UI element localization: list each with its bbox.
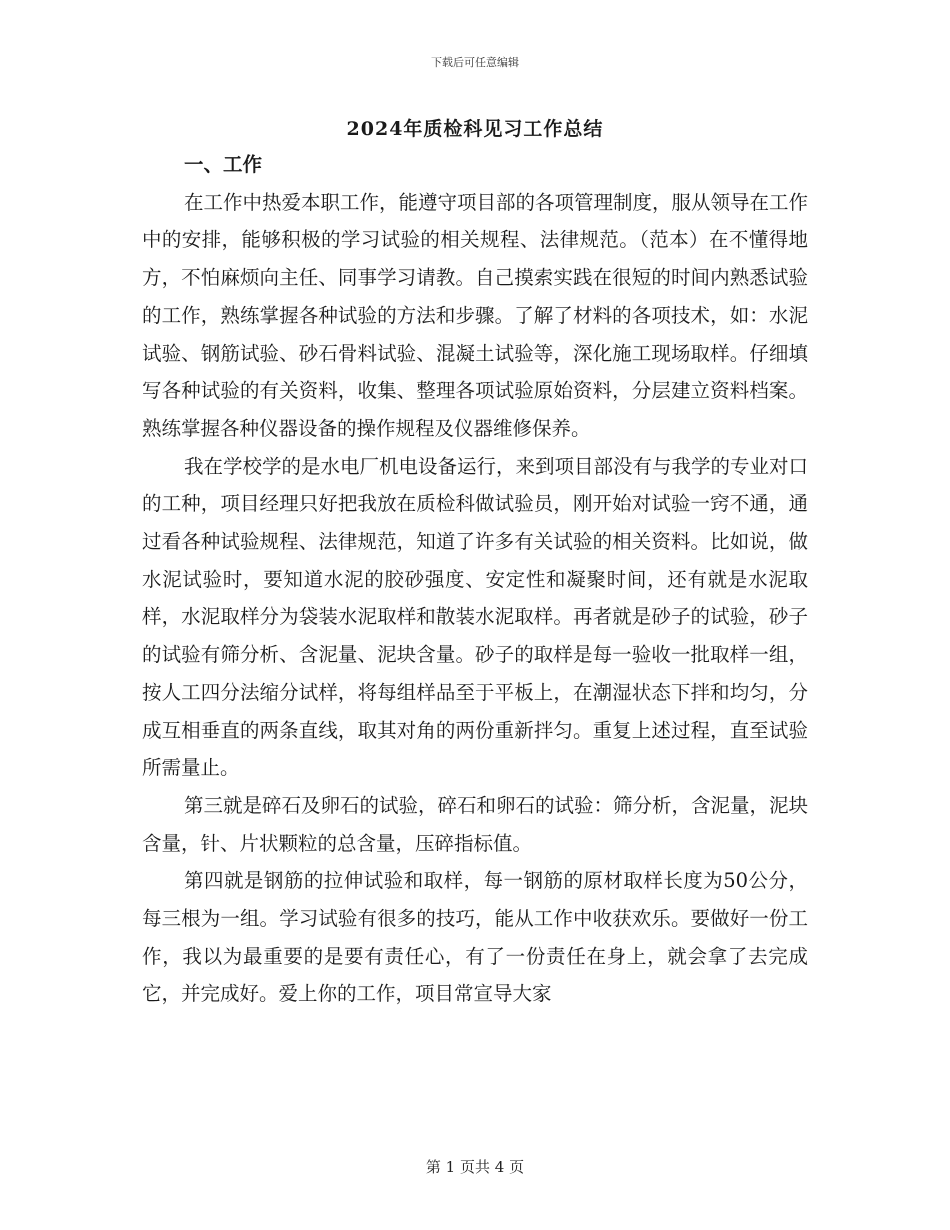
paragraph-3: 第三就是碎石及卵石的试验，碎石和卵石的试验：筛分析，含泥量，泥块含量，针、片状颗粒的总含量，压碎指标值。 [142, 793, 809, 855]
document-body [142, 146, 808, 1013]
paragraph-1: 在工作中热爱本职工作，能遵守项目部的各项管理制度，服从领导在工作中的安排，能够积极的学习试验的相关规程、法律规范。（范本）在不懂得地方，不怕麻烦向主任、同事学习请教。自己摸索实践在很短的时间内熟悉试验的工作，熟练掌握各种试验的方法和步骤。了解了材料的各项技术，如：水泥试验、钢筋试验、砂石骨料试验、混凝土试验等，深化施工现场取样。仔细填写各种试验的有关资料，收集、整理各项试验原始资料，分层建立资料档案。熟练掌握各种仪器设备的操作规程及仪器维修保养。 [142, 190, 809, 440]
header-note: 下载后可任意编辑 [431, 56, 519, 69]
paragraph-4: 第四就是钢筋的拉伸试验和取样，每一钢筋的原材取样长度为50公分，每三根为一组。学习试验有很多的技巧，能从工作中收获欢乐。要做好一份工作，我以为最重要的是要有责任心，有了一份责任在身上，就会拿了去完成它，并完成好。爱上你的工作，项目常宣导大家 [142, 869, 808, 1006]
page-number: 第 1 页共 4 页 [425, 1158, 525, 1176]
section-heading: 一、工作 [184, 153, 263, 176]
document-title: 2024年质检科见习工作总结 [346, 118, 604, 140]
paragraph-2: 我在学校学的是水电厂机电设备运行，来到项目部没有与我学的专业对口的工种，项目经理只好把我放在质检科做试验员，刚开始对试验一窍不通，通过看各种试验规程、法律规范，知道了许多有关试验的相关资料。比如说，做水泥试验时，要知道水泥的胶砂强度、安定性和凝聚时间，还有就是水泥取样，水泥取样分为袋装水泥取样和散装水泥取样。再者就是砂子的试验，砂子的试验有筛分析、含泥量、泥块含量。砂子的取样是每一验收一批取样一组，按人工四分法缩分试样，将每组样品至于平板上，在潮湿状态下拌和均匀，分成互相垂直的两条直线，取其对角的两份重新拌匀。重复上述过程，直至试验所需量止。 [142, 454, 809, 780]
